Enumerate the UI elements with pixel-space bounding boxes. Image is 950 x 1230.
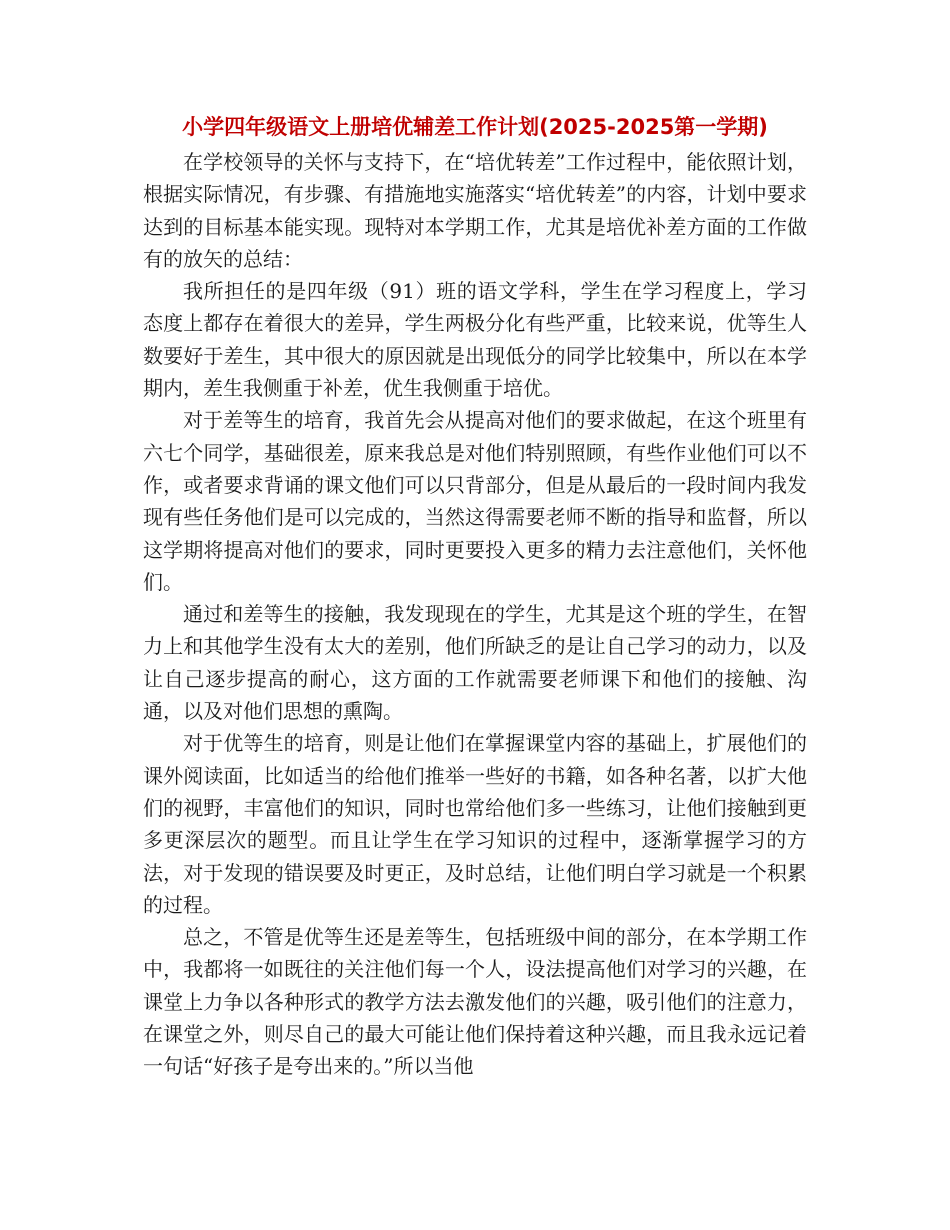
document-title: 小学四年级语文上册培优辅差工作计划(2025-2025第一学期) (182, 115, 768, 139)
paragraph-6: 总之，不管是优等生还是差等生，包括班级中间的部分，在本学期工作中，我都将一如既往的关注他们每一个人，设法提高他们对学习的兴趣，在课堂上力争以各种形式的教学方法去激发他们的兴趣，吸引他们的注意力，在课堂之外，则尽自己的最大可能让他们保持着这种兴趣，而且我永远记着一句话“好孩子是夸出来的。”所以当他 (143, 925, 807, 1079)
paragraph-3: 对于差等生的培育，我首先会从提高对他们的要求做起，在这个班里有六七个同学，基础很差，原来我总是对他们特别照顾，有些作业他们可以不作，或者要求背诵的课文他们可以只背部分，但是从最后的一段时间内我发现有些任务他们是可以完成的，当然这得需要老师不断的指导和监督，所以这学期将提高对他们的要求，同时更要投入更多的精力去注意他们，关怀他们。 (143, 408, 807, 594)
paragraph-4: 通过和差等生的接触，我发现现在的学生，尤其是这个班的学生，在智力上和其他学生没有太大的差别，他们所缺乏的是让自己学习的动力，以及让自己逐步提高的耐心，这方面的工作就需要老师课下和他们的接触、沟通，以及对他们思想的熏陶。 (143, 602, 807, 724)
paragraph-5: 对于优等生的培育，则是让他们在掌握课堂内容的基础上，扩展他们的课外阅读面，比如适当的给他们推举一些好的书籍，如各种名著，以扩大他们的视野，丰富他们的知识，同时也常给他们多一些练习，让他们接触到更多更深层次的题型。而且让学生在学习知识的过程中，逐渐掌握学习的方法，对于发现的错误要及时更正，及时总结，让他们明白学习就是一个积累的过程。 (143, 731, 807, 917)
paragraph-1: 在学校领导的关怀与支持下，在“培优转差”工作过程中，能依照计划，根据实际情况，有步骤、有措施地实施落实“培优转差”的内容，计划中要求达到的目标基本能实现。现特对本学期工作，尤其是培优补差方面的工作做有的放矢的总结： (143, 150, 807, 271)
paragraph-2: 我所担任的是四年级（91）班的语文学科，学生在学习程度上，学习态度上都存在着很大的差异，学生两极分化有些严重，比较来说，优等生人数要好于差生，其中很大的原因就是出现低分的同学比较集中，所以在本学期内，差生我侧重于补差，优生我侧重于培优。 (143, 279, 807, 401)
document-body (143, 146, 807, 1083)
